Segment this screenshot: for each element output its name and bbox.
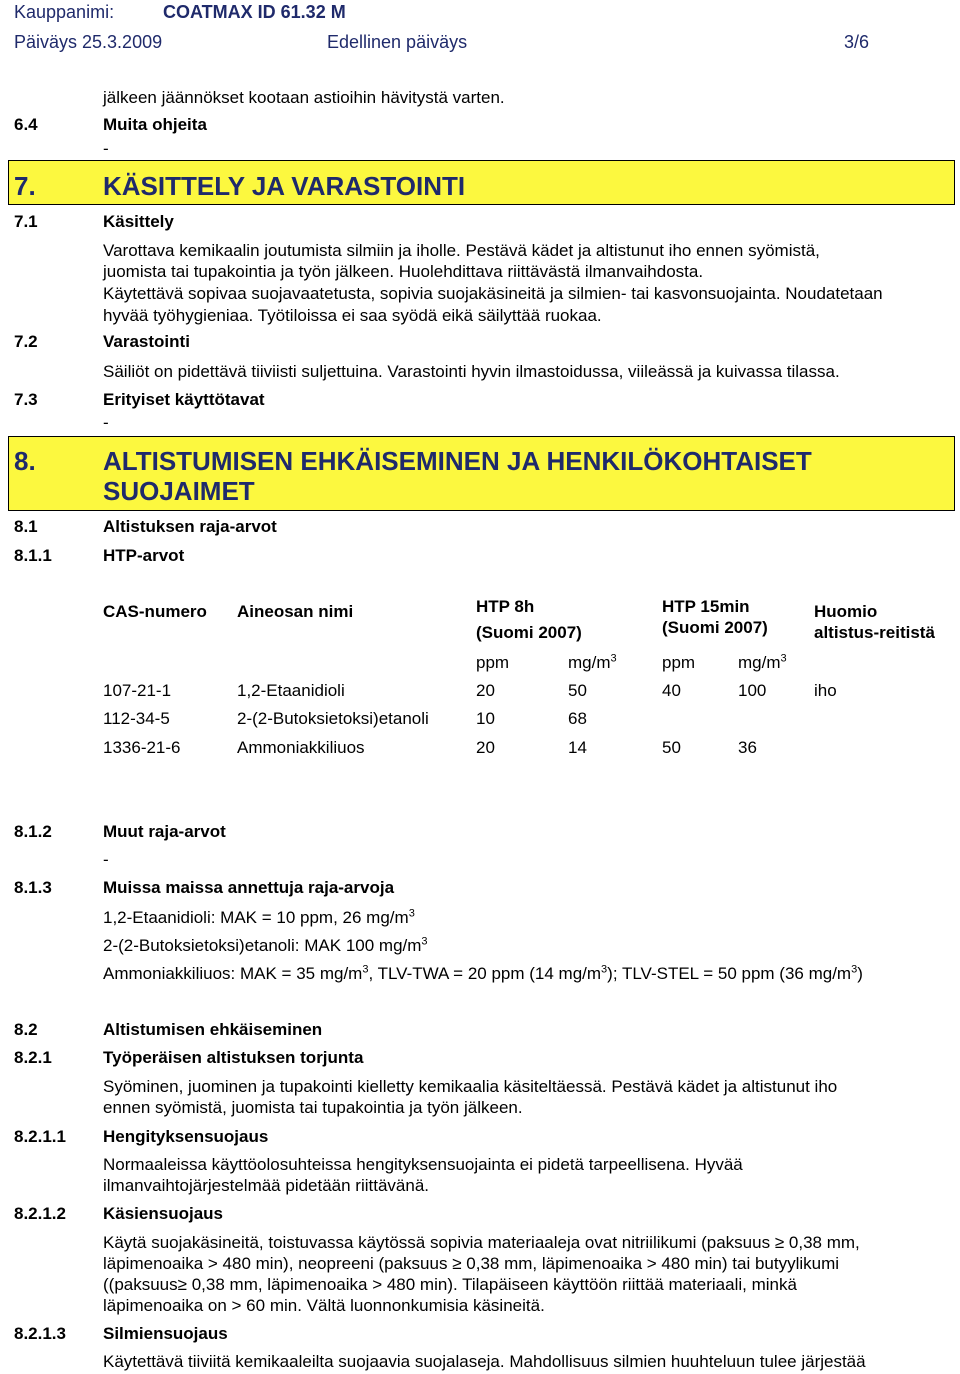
- section-8-1-1-title: HTP-arvot: [103, 546, 185, 565]
- section-8-title-line2: SUOJAIMET: [103, 476, 255, 506]
- section-8-2-1-line: ennen syömistä, juomista tai tupakointia ja työn jälkeen.: [103, 1098, 523, 1117]
- section-8-1-3-title: Muissa maissa annettuja raja-arvoja: [103, 878, 395, 897]
- table-cell-ppm-8h: 20: [476, 738, 495, 757]
- col-header-name: Aineosan nimi: [237, 602, 354, 621]
- section-8-2-1-2-number: 8.2.1.2: [14, 1204, 66, 1223]
- table-cell-note: iho: [814, 681, 837, 700]
- col-header-note: Huomio: [814, 602, 878, 621]
- section-8-2-1-2-line: ((paksuus≥ 0,38 mm, läpimenoaika > 480 min). Tilapäiseen käyttöön riittää materiaali, minkä: [103, 1275, 797, 1294]
- section-7-1-number: 7.1: [14, 212, 38, 231]
- section-7-title: KÄSITTELY JA VARASTOINTI: [103, 171, 466, 201]
- section-8-title-line1: ALTISTUMISEN EHKÄISEMINEN JA HENKILÖKOHTAISET: [103, 446, 812, 476]
- previous-date-label: Edellinen päiväys: [327, 32, 468, 52]
- section-8-2-1-1-line: ilmanvaihtojärjestelmää pidetään riittävänä.: [103, 1176, 430, 1195]
- section-8-2-number: 8.2: [14, 1020, 38, 1039]
- section-7-1-line: juomista tai tupakointia ja työn jälkeen. Huolehdittava riittävästä ilmanvaihdosta.: [103, 262, 704, 281]
- section-8-2-1-2-title: Käsiensuojaus: [103, 1204, 223, 1223]
- table-cell-mgm-15min: 36: [738, 738, 757, 757]
- table-cell-mgm-8h: 50: [568, 681, 587, 700]
- section-8-2-1-number: 8.2.1: [14, 1048, 52, 1067]
- section-7-number: 7.: [14, 171, 36, 201]
- section-8-2-1-1-line: Normaaleissa käyttöolosuhteissa hengityksensuojainta ei pidetä tarpeellisena. Hyvää: [103, 1155, 743, 1174]
- section-7-1-line: hyvää työhygieniaa. Työtiloissa ei saa syödä eikä säilyttää ruokaa.: [103, 306, 602, 325]
- limit-line-butoxyethoxyethanol: 2-(2-Butoksietoksi)etanoli: MAK 100 $mg/m^3$: [103, 935, 428, 955]
- section-7-1-line: Varottava kemikaalin joutumista silmiin ja iholle. Pestävä kädet ja altistunut iho ennen syömistä,: [103, 241, 820, 260]
- section-8-2-1-title: Työperäisen altistuksen torjunta: [103, 1048, 364, 1067]
- table-cell-name: 2-(2-Butoksietoksi)etanoli: [237, 709, 429, 728]
- section-8-1-title: Altistuksen raja-arvot: [103, 517, 277, 536]
- section-8-2-title: Altistumisen ehkäiseminen: [103, 1020, 323, 1039]
- table-cell-cas: 107-21-1: [103, 681, 172, 700]
- col-header-htp8: HTP 8h: [476, 597, 535, 616]
- section-8-1-number: 8.1: [14, 517, 38, 536]
- table-cell-cas: 112-34-5: [103, 709, 170, 728]
- section-7-2-title: Varastointi: [103, 332, 190, 351]
- section-8-1-2-title: Muut raja-arvot: [103, 822, 226, 841]
- table-cell-mgm-8h: 68: [568, 709, 587, 728]
- section-7-1-title: Käsittely: [103, 212, 174, 231]
- unit-mgm-15min: $mg/m^3$: [738, 652, 787, 672]
- intro-line: jälkeen jäännökset kootaan astioihin hävitystä varten.: [103, 88, 505, 107]
- table-cell-ppm-15min: 40: [662, 681, 681, 700]
- limit-line-ammonia: Ammoniakkiliuos: MAK = 35 $mg/m^3$, TLV-TWA = 20 ppm (14 $mg/m^3$); TLV-STEL = 50 ppm (36 $mg/m^3$): [103, 963, 863, 983]
- section-8-1-2-body: -: [103, 850, 109, 869]
- section-8-number: 8.: [14, 446, 36, 476]
- col-header-cas: CAS-numero: [103, 602, 207, 621]
- page-number: 3/6: [844, 32, 870, 52]
- section-7-3-body: -: [103, 413, 109, 432]
- col-header-htp15: HTP 15min: [662, 597, 750, 616]
- unit-ppm-15min: ppm: [662, 653, 696, 672]
- section-8-2-1-3-line: Käytettävä tiiviitä kemikaaleilta suojaavia suojalaseja. Mahdollisuus silmien huuhteluun tulee järjestää: [103, 1352, 866, 1371]
- col-header-note-route: altistus-reitistä: [814, 623, 935, 642]
- table-cell-name: 1,2-Etaanidioli: [237, 681, 345, 700]
- section-8-2-1-2-line: Käytä suojakäsineitä, toistuvassa käytössä sopivia materiaaleja ovat nitriilikumi (paksuus ≥ 0,38 mm,: [103, 1233, 860, 1252]
- section-6-4-body: -: [103, 139, 109, 158]
- section-8-2-1-3-title: Silmiensuojaus: [103, 1324, 228, 1343]
- section-7-2-body: Säiliöt on pidettävä tiiviisti suljettuina. Varastointi hyvin ilmastoidussa, viileässä ja kuivassa tilassa.: [103, 362, 840, 381]
- section-8-2-1-2-line: läpimenoaika on > 60 min. Vältä luonnonkumisia käsineitä.: [103, 1296, 545, 1315]
- table-cell-ppm-15min: 50: [662, 738, 681, 757]
- greater-equal-symbol: ≥: [452, 1254, 462, 1273]
- section-8-2-1-2-line: läpimenoaika > 480 min), neopreeni (paksuus ≥ 0,38 mm, läpimenoaika > 480 min) tai butyylikumi: [103, 1254, 840, 1273]
- table-cell-ppm-8h: 10: [476, 709, 495, 728]
- unit-ppm-8h: ppm: [476, 653, 510, 672]
- section-6-4-number: 6.4: [14, 115, 38, 134]
- tradename-value: COATMAX ID 61.32 M: [163, 2, 346, 22]
- section-7-3-title: Erityiset käyttötavat: [103, 390, 265, 409]
- tradename-label: Kauppanimi:: [14, 2, 115, 22]
- section-7-2-number: 7.2: [14, 332, 38, 351]
- table-cell-ppm-8h: 20: [476, 681, 495, 700]
- limit-line-ethanediol: 1,2-Etaanidioli: MAK = 10 ppm, 26 $mg/m^3$: [103, 907, 415, 927]
- document-date: Päiväys 25.3.2009: [14, 32, 163, 52]
- table-cell-cas: 1336-21-6: [103, 738, 181, 757]
- table-cell-mgm-8h: 14: [568, 738, 587, 757]
- greater-equal-symbol: ≥: [774, 1233, 785, 1252]
- section-6-4-title: Muita ohjeita: [103, 115, 207, 134]
- section-8-1-2-number: 8.1.2: [14, 822, 52, 841]
- section-7-3-number: 7.3: [14, 390, 38, 409]
- section-8-1-3-number: 8.1.3: [14, 878, 52, 897]
- unit-mgm-8h: $mg/m^3$: [568, 652, 617, 672]
- greater-equal-symbol: ≥: [177, 1275, 187, 1294]
- section-7-1-line: Käytettävä sopivaa suojavaatetusta, sopivia suojakäsineitä ja silmien- tai kasvonsuojainta. Noudatetaan: [103, 284, 883, 303]
- table-cell-mgm-15min: 100: [738, 681, 767, 700]
- section-8-2-1-1-title: Hengityksensuojaus: [103, 1127, 269, 1146]
- section-8-1-1-number: 8.1.1: [14, 546, 52, 565]
- col-header-htp15-source: (Suomi 2007): [662, 618, 768, 637]
- table-cell-name: Ammoniakkiliuos: [237, 738, 365, 757]
- section-8-2-1-1-number: 8.2.1.1: [14, 1127, 66, 1146]
- section-8-2-1-line: Syöminen, juominen ja tupakointi kielletty kemikaalia käsiteltäessä. Pestävä kädet ja altistunut iho: [103, 1077, 838, 1096]
- section-8-2-1-3-number: 8.2.1.3: [14, 1324, 66, 1343]
- col-header-htp8-source: (Suomi 2007): [476, 623, 582, 642]
